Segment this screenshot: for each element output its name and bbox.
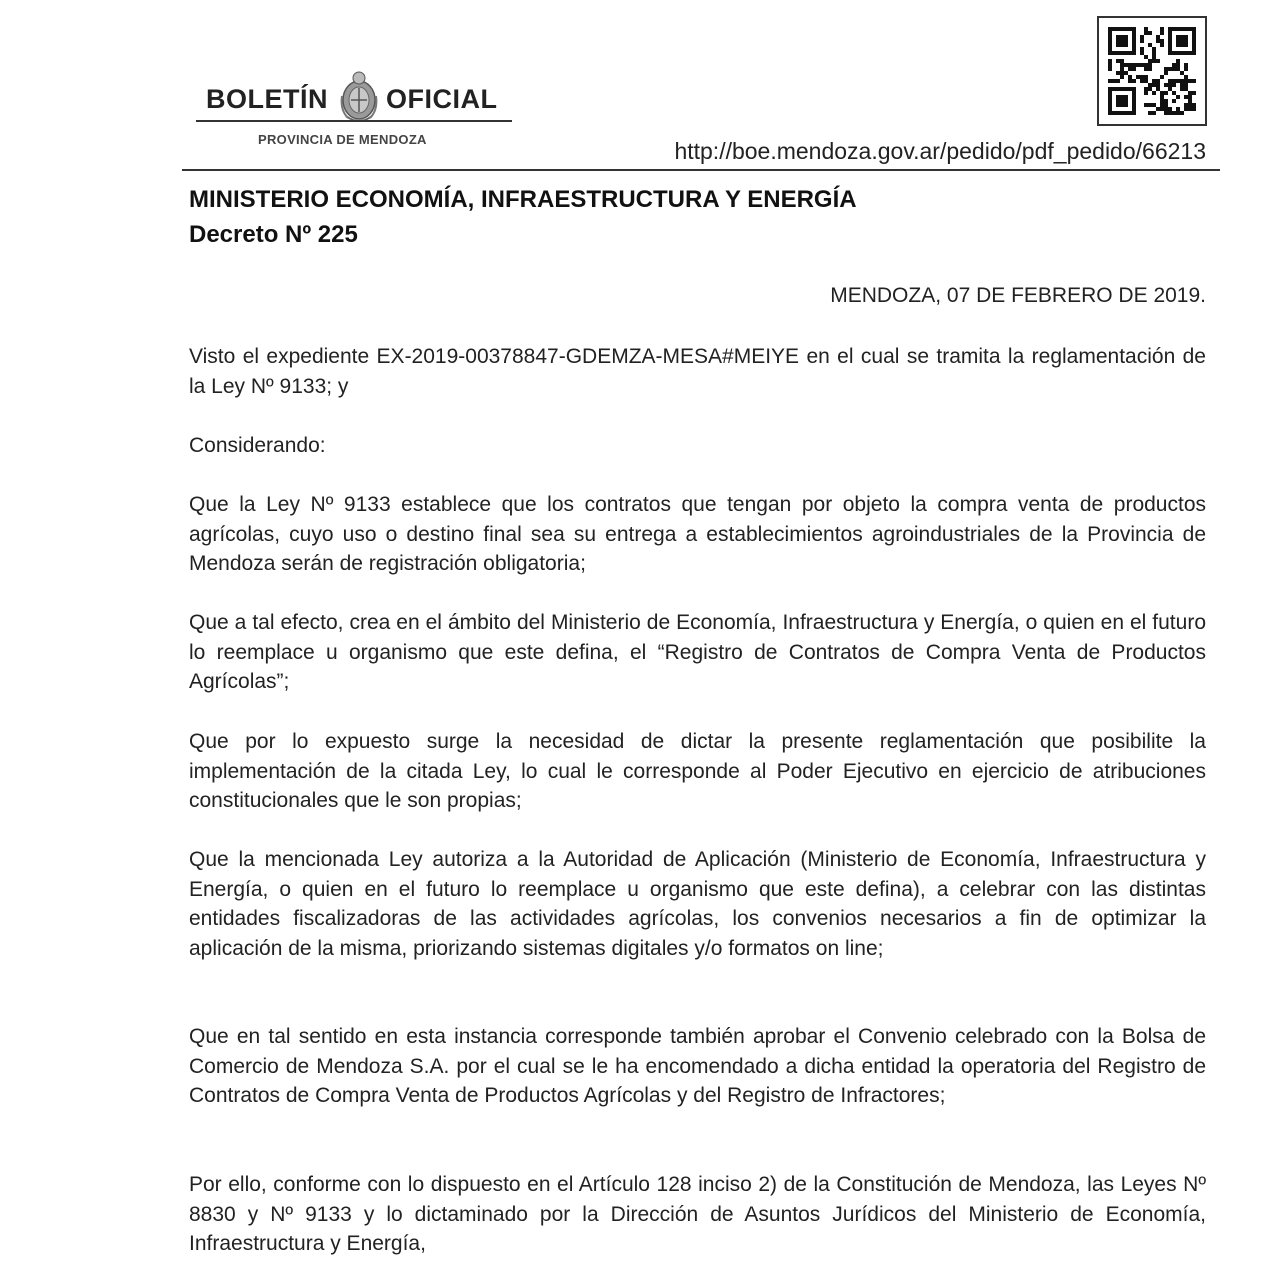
logo-word-oficial: OFICIAL — [386, 84, 498, 114]
boletin-oficial-logo — [196, 60, 516, 160]
document-date: MENDOZA, 07 DE FEBRERO DE 2019. — [830, 284, 1206, 307]
header-divider — [182, 169, 1220, 171]
paragraph: Que a tal efecto, crea en el ámbito del Ministerio de Economía, Infraestructura y Energía, o quien en el futuro lo reemplace u organismo que este defina, el “Registro de Contratos de Compra Venta de Productos Agrícolas”; — [189, 611, 1206, 693]
logo-divider — [196, 120, 512, 122]
paragraph: Que en tal sentido en esta instancia corresponde también aprobar el Convenio celebrado con la Bolsa de Comercio de Mendoza S.A. por el cual se le ha encomendado a dicha entidad la operatoria del Registro de Contratos de Compra Venta de Productos Agrícolas y del Registro de Infractores; — [189, 1025, 1206, 1107]
ministry-title: MINISTERIO ECONOMÍA, INFRAESTRUCTURA Y ENERGÍA — [189, 186, 857, 213]
provincial-seal-icon — [334, 66, 384, 128]
logo-word-boletin: BOLETÍN — [206, 84, 328, 114]
paragraph-visto: Visto el expediente EX-2019-00378847-GDEMZA-MESA#MEIYE en el cual se tramita la reglamentación de la Ley Nº 9133; y — [189, 345, 1206, 398]
document-url: http://boe.mendoza.gov.ar/pedido/pdf_pedido/66213 — [674, 138, 1206, 164]
paragraph-considerando: Considerando: — [189, 434, 326, 457]
decree-number: Decreto Nº 225 — [189, 221, 358, 248]
paragraph: Que la mencionada Ley autoriza a la Autoridad de Aplicación (Ministerio de Economía, Infraestructura y Energía, o quien en el futuro lo reemplace u organismo que este defina), a celebrar con las distintas entidades fiscalizadoras de las actividades agrícolas, los convenios necesarios a fin de optimizar la aplicación de la misma, priorizando sistemas digitales y/o formatos on line; — [189, 848, 1206, 960]
paragraph: Que por lo expuesto surge la necesidad de dictar la presente reglamentación que posibilite la implementación de la citada Ley, lo cual le corresponde al Poder Ejecutivo en ejercicio de atribuciones constitucionales que le son propias; — [189, 730, 1206, 812]
paragraph: Que la Ley Nº 9133 establece que los contratos que tengan por objeto la compra venta de productos agrícolas, cuyo uso o destino final sea su entrega a establecimientos agroindustriales de la Provincia de Mendoza serán de registración obligatoria; — [189, 493, 1206, 575]
logo-subtitle: PROVINCIA DE MENDOZA — [258, 132, 427, 147]
qr-code-icon — [1108, 27, 1196, 115]
paragraph-por-ello: Por ello, conforme con lo dispuesto en el Artículo 128 inciso 2) de la Constitución de Mendoza, las Leyes Nº 8830 y Nº 9133 y lo dictaminado por la Dirección de Asuntos Jurídicos del Ministerio de Economía, Infraestructura y Energía, — [189, 1173, 1206, 1255]
qr-code — [1097, 16, 1207, 126]
